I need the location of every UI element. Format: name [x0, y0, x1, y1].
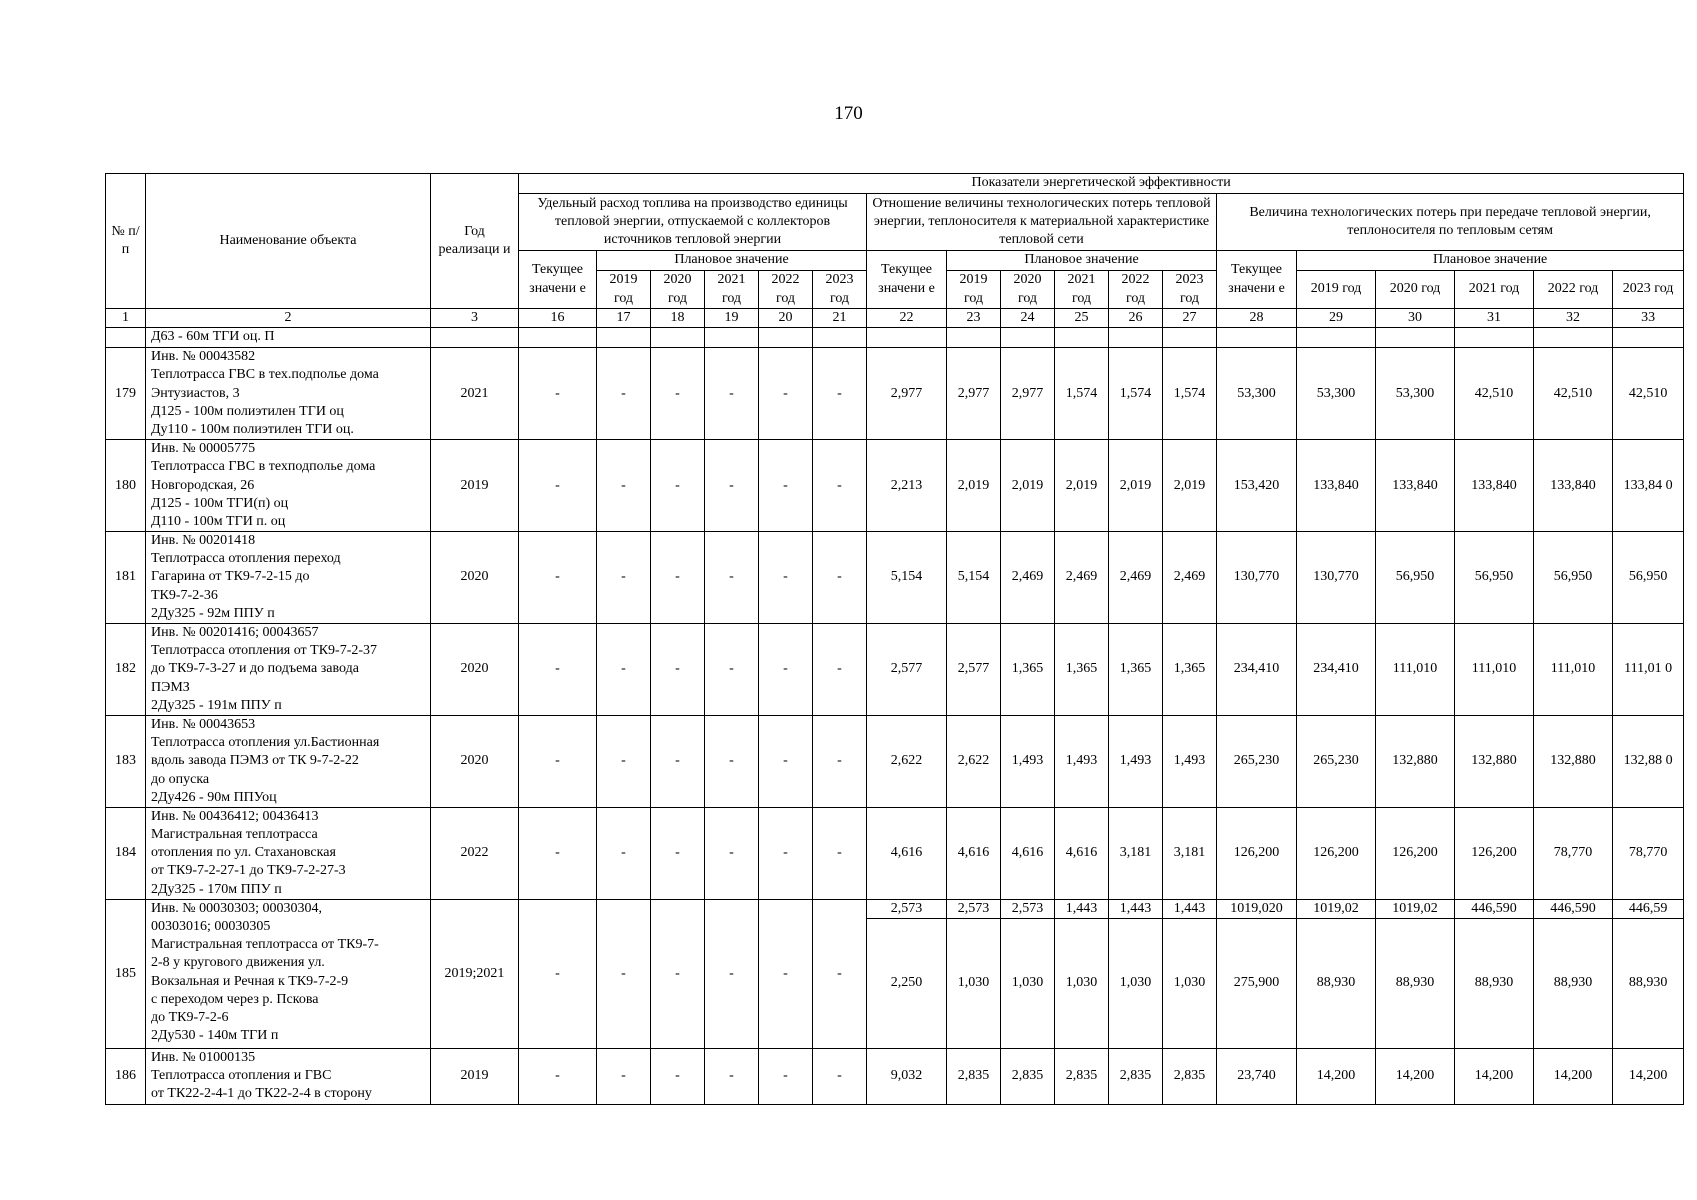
- fuel-value: -: [705, 624, 759, 716]
- loss-value: 53,300: [1297, 348, 1376, 440]
- fuel-value: -: [597, 807, 651, 899]
- object-name-line: Инв. № 00436412; 00436413: [151, 808, 319, 824]
- ratio-value: 3,181: [1163, 807, 1217, 899]
- object-name-line: до ТК9-7-2-6: [151, 1009, 229, 1025]
- object-name-line: Ду110 - 100м полиэтилен ТГИ оц.: [151, 421, 354, 437]
- object-name-line: Д110 - 100м ТГИ п. оц: [151, 513, 286, 529]
- object-name-line: 2Ду325 - 191м ППУ п: [151, 697, 282, 713]
- object-name: [146, 715, 431, 807]
- object-name-line: от ТК22-2-4-1 до ТК22-2-4 в сторону: [151, 1086, 372, 1102]
- object-name: [146, 899, 431, 1048]
- fuel-value: -: [651, 899, 705, 1048]
- object-name-line: Д125 - 100м полиэтилен ТГИ оц: [151, 403, 344, 419]
- loss-value: 446,59: [1613, 899, 1684, 918]
- column-number: 23: [947, 309, 1001, 328]
- header-group-loss: Величина технологических потерь при передаче тепловой энергии, теплоносителя по тепловым сетям: [1217, 194, 1684, 251]
- loss-value: 111,010: [1534, 624, 1613, 716]
- loss-value: 133,840: [1376, 440, 1455, 532]
- column-number: 24: [1001, 309, 1055, 328]
- header-year-3: 2022 год: [1109, 271, 1163, 309]
- table-row: [106, 807, 1684, 899]
- object-name-line: 2Ду530 - 140м ТГИ п: [151, 1028, 279, 1044]
- fuel-value: -: [597, 440, 651, 532]
- ratio-value: 2,469: [1163, 532, 1217, 624]
- object-name-line: 2-8 у кругового движения ул.: [151, 955, 325, 971]
- column-number: 17: [597, 309, 651, 328]
- ratio-value: 2,622: [947, 715, 1001, 807]
- fuel-value: -: [597, 532, 651, 624]
- header-group-ratio: Отношение величины технологических потерь тепловой энергии, теплоносителя к материальной характеристике тепловой сети: [867, 194, 1217, 251]
- object-name-line: Магистральная теплотрасса от ТК9-7-: [151, 937, 379, 953]
- column-number: 19: [705, 309, 759, 328]
- fuel-value: -: [651, 532, 705, 624]
- ratio-value: 1,493: [1109, 715, 1163, 807]
- ratio-value: 2,622: [867, 715, 947, 807]
- object-name-line: Магистральная теплотрасса: [151, 827, 318, 843]
- row-number: 185: [106, 899, 146, 1048]
- loss-value: 53,300: [1376, 348, 1455, 440]
- implementation-year: 2019;2021: [431, 899, 519, 1048]
- header-year-4: 2023 год: [813, 271, 867, 309]
- table-row: [106, 1049, 1684, 1105]
- ratio-value: 2,573: [867, 899, 947, 918]
- loss-value: 126,200: [1217, 807, 1297, 899]
- implementation-year: 2019: [431, 440, 519, 532]
- loss-value: 88,930: [1534, 919, 1613, 1049]
- loss-value: 446,590: [1534, 899, 1613, 918]
- object-name-line: Энтузиастов, 3: [151, 385, 240, 401]
- table-row: [106, 624, 1684, 716]
- fuel-value: -: [705, 440, 759, 532]
- implementation-year: 2021: [431, 348, 519, 440]
- loss-value: 153,420: [1217, 440, 1297, 532]
- table-row: [106, 715, 1684, 807]
- header-object-name: Наименование объекта: [146, 174, 431, 309]
- ratio-value: 9,032: [867, 1049, 947, 1105]
- fuel-value: -: [519, 715, 597, 807]
- energy-efficiency-table: [105, 173, 1684, 1105]
- table-row: [106, 440, 1684, 532]
- ratio-value: 1,365: [1109, 624, 1163, 716]
- fuel-value: -: [651, 624, 705, 716]
- column-number: 18: [651, 309, 705, 328]
- column-number: 22: [867, 309, 947, 328]
- ratio-value: 2,573: [1001, 899, 1055, 918]
- row-number: 179: [106, 348, 146, 440]
- column-number: 29: [1297, 309, 1376, 328]
- ratio-value: 2,019: [1001, 440, 1055, 532]
- object-name-line: Теплотрасса отопления переход: [151, 551, 341, 567]
- row-number: 183: [106, 715, 146, 807]
- ratio-value: 1,493: [1163, 715, 1217, 807]
- loss-value: 133,840: [1534, 440, 1613, 532]
- fuel-value: -: [813, 440, 867, 532]
- header-planned-value: Плановое значение: [597, 251, 867, 271]
- fuel-value: -: [597, 624, 651, 716]
- loss-value: 133,840: [1455, 440, 1534, 532]
- object-name-line: Теплотрасса отопления от ТК9-7-2-37: [151, 643, 378, 659]
- fuel-value: -: [759, 807, 813, 899]
- ratio-value: 2,835: [1055, 1049, 1109, 1105]
- object-name-line: Вокзальная и Речная к ТК9-7-2-9: [151, 973, 349, 989]
- fuel-value: -: [813, 348, 867, 440]
- loss-value: 14,200: [1297, 1049, 1376, 1105]
- loss-value: 126,200: [1376, 807, 1455, 899]
- loss-value: 14,200: [1455, 1049, 1534, 1105]
- ratio-value: 4,616: [1001, 807, 1055, 899]
- row-number: 180: [106, 440, 146, 532]
- ratio-value: 1,443: [1109, 899, 1163, 918]
- fuel-value: -: [705, 807, 759, 899]
- object-name-line: Инв. № 00043582: [151, 349, 256, 365]
- loss-value: 132,88 0: [1613, 715, 1684, 807]
- header-energy-indicators: Показатели энергетической эффективности: [519, 174, 1684, 194]
- fuel-value: -: [597, 899, 651, 1048]
- ratio-value: 4,616: [1055, 807, 1109, 899]
- fuel-value: -: [813, 532, 867, 624]
- ratio-value: 1,030: [1163, 919, 1217, 1049]
- implementation-year: 2020: [431, 532, 519, 624]
- column-number: 20: [759, 309, 813, 328]
- ratio-value: 1,574: [1109, 348, 1163, 440]
- ratio-value: 2,835: [1163, 1049, 1217, 1105]
- header-year-2: 2021 год: [705, 271, 759, 309]
- fuel-value: -: [597, 1049, 651, 1105]
- object-name-line: Инв. № 00201416; 00043657: [151, 625, 319, 640]
- ratio-value: 2,977: [1001, 348, 1055, 440]
- fuel-value: -: [651, 715, 705, 807]
- ratio-value: 1,493: [1055, 715, 1109, 807]
- ratio-value: 2,019: [947, 440, 1001, 532]
- header-year-1: 2020 год: [1376, 271, 1455, 309]
- header-year-1: 2020 год: [651, 271, 705, 309]
- fuel-value: -: [597, 348, 651, 440]
- loss-value: 1019,020: [1217, 899, 1297, 918]
- fuel-value: -: [651, 440, 705, 532]
- ratio-value: 5,154: [947, 532, 1001, 624]
- fuel-value: -: [813, 624, 867, 716]
- column-number: 3: [431, 309, 519, 328]
- object-name-line: Инв. № 00201418: [151, 533, 256, 549]
- header-year-3: 2022 год: [759, 271, 813, 309]
- object-name-line: Гагарина от ТК9-7-2-15 до: [151, 569, 310, 585]
- object-name-line: до ТК9-7-3-27 и до подъема завода: [151, 661, 359, 677]
- header-current-value: Текущее значени е: [519, 251, 597, 309]
- header-year-0: 2019 год: [947, 271, 1001, 309]
- fuel-value: -: [813, 899, 867, 1048]
- ratio-value: 2,469: [1109, 532, 1163, 624]
- implementation-year: 2019: [431, 1049, 519, 1105]
- fuel-value: -: [759, 1049, 813, 1105]
- fuel-value: -: [705, 532, 759, 624]
- fuel-value: -: [519, 807, 597, 899]
- object-name-line: Инв. № 01000135: [151, 1050, 256, 1065]
- ratio-value: 2,977: [947, 348, 1001, 440]
- loss-value: 23,740: [1217, 1049, 1297, 1105]
- object-name-line: отопления по ул. Стахановская: [151, 845, 336, 861]
- loss-value: 234,410: [1297, 624, 1376, 716]
- fuel-value: -: [759, 440, 813, 532]
- fuel-value: -: [705, 1049, 759, 1105]
- header-year-0: 2019 год: [597, 271, 651, 309]
- cell: [106, 328, 146, 348]
- fuel-value: -: [759, 624, 813, 716]
- loss-value: 53,300: [1217, 348, 1297, 440]
- header-group-fuel: Удельный расход топлива на производство единицы тепловой энергии, отпускаемой с коллекторов источников тепловой энергии: [519, 194, 867, 251]
- fuel-value: -: [705, 348, 759, 440]
- object-name-line: ПЭМЗ: [151, 679, 190, 695]
- loss-value: 265,230: [1217, 715, 1297, 807]
- object-name-line: Теплотрасса ГВС в техподполье дома: [151, 459, 376, 475]
- loss-value: 1019,02: [1376, 899, 1455, 918]
- implementation-year: 2022: [431, 807, 519, 899]
- loss-value: 111,010: [1376, 624, 1455, 716]
- table-row: [106, 348, 1684, 440]
- ratio-value: 2,977: [867, 348, 947, 440]
- loss-value: 14,200: [1613, 1049, 1684, 1105]
- ratio-value: 1,493: [1001, 715, 1055, 807]
- loss-value: 111,010: [1455, 624, 1534, 716]
- fuel-value: -: [759, 532, 813, 624]
- object-name-line: с переходом через р. Пскова: [151, 991, 319, 1007]
- fuel-value: -: [519, 1049, 597, 1105]
- loss-value: 78,770: [1613, 807, 1684, 899]
- header-year-2: 2021 год: [1455, 271, 1534, 309]
- object-name: [146, 440, 431, 532]
- object-name: [146, 1049, 431, 1105]
- fuel-value: -: [519, 348, 597, 440]
- ratio-value: 1,030: [1001, 919, 1055, 1049]
- loss-value: 130,770: [1297, 532, 1376, 624]
- loss-value: 133,840: [1297, 440, 1376, 532]
- loss-value: 126,200: [1297, 807, 1376, 899]
- loss-value: 275,900: [1217, 919, 1297, 1049]
- loss-value: 56,950: [1534, 532, 1613, 624]
- column-number: 16: [519, 309, 597, 328]
- loss-value: 78,770: [1534, 807, 1613, 899]
- continuation-name: Д63 - 60м ТГИ оц. П: [146, 328, 431, 348]
- ratio-value: 2,019: [1109, 440, 1163, 532]
- loss-value: 88,930: [1455, 919, 1534, 1049]
- object-name-line: от ТК9-7-2-27-1 до ТК9-7-2-27-3: [151, 863, 346, 879]
- object-name: [146, 807, 431, 899]
- loss-value: 88,930: [1297, 919, 1376, 1049]
- fuel-value: -: [651, 807, 705, 899]
- loss-value: 111,01 0: [1613, 624, 1684, 716]
- ratio-value: 1,574: [1055, 348, 1109, 440]
- header-planned-value: Плановое значение: [947, 251, 1217, 271]
- row-number: 181: [106, 532, 146, 624]
- column-number: 1: [106, 309, 146, 328]
- ratio-value: 2,577: [947, 624, 1001, 716]
- object-name-line: ТК9-7-2-36: [151, 587, 218, 603]
- loss-value: 14,200: [1534, 1049, 1613, 1105]
- object-name-line: вдоль завода ПЭМЗ от ТК 9-7-2-22: [151, 753, 359, 769]
- ratio-value: 2,019: [1055, 440, 1109, 532]
- fuel-value: -: [597, 715, 651, 807]
- fuel-value: -: [705, 715, 759, 807]
- ratio-value: 1,365: [1055, 624, 1109, 716]
- object-name-line: 2Ду426 - 90м ППУоц: [151, 789, 277, 805]
- object-name-line: Теплотрасса отопления и ГВС: [151, 1068, 332, 1084]
- loss-value: 88,930: [1376, 919, 1455, 1049]
- fuel-value: -: [759, 348, 813, 440]
- loss-value: 265,230: [1297, 715, 1376, 807]
- object-name-line: Инв. № 00005775: [151, 441, 256, 457]
- object-name-line: 00303016; 00030305: [151, 919, 271, 934]
- loss-value: 132,880: [1376, 715, 1455, 807]
- header-year-3: 2022 год: [1534, 271, 1613, 309]
- object-name-line: 2Ду325 - 92м ППУ п: [151, 605, 275, 621]
- column-number: 26: [1109, 309, 1163, 328]
- ratio-value: 1,443: [1163, 899, 1217, 918]
- ratio-value: 1,443: [1055, 899, 1109, 918]
- ratio-value: 2,213: [867, 440, 947, 532]
- header-year-1: 2020 год: [1001, 271, 1055, 309]
- loss-value: 56,950: [1455, 532, 1534, 624]
- object-name-line: 2Ду325 - 170м ППУ п: [151, 881, 282, 897]
- ratio-value: 4,616: [947, 807, 1001, 899]
- column-number: 25: [1055, 309, 1109, 328]
- header-current-value: Текущее значени е: [1217, 251, 1297, 309]
- fuel-value: -: [651, 1049, 705, 1105]
- loss-value: 42,510: [1455, 348, 1534, 440]
- object-name: [146, 348, 431, 440]
- header-year-4: 2023 год: [1163, 271, 1217, 309]
- fuel-value: -: [651, 348, 705, 440]
- table-row: [106, 532, 1684, 624]
- object-name-line: Инв. № 00043653: [151, 716, 256, 732]
- object-name-line: Теплотрасса отопления ул.Бастионная: [151, 735, 380, 751]
- ratio-value: 1,030: [1055, 919, 1109, 1049]
- object-name: [146, 532, 431, 624]
- fuel-value: -: [813, 715, 867, 807]
- loss-value: 88,930: [1613, 919, 1684, 1049]
- ratio-value: 2,835: [1001, 1049, 1055, 1105]
- fuel-value: -: [519, 440, 597, 532]
- fuel-value: -: [813, 1049, 867, 1105]
- object-name-line: Теплотрасса ГВС в тех.подполье дома: [151, 367, 379, 383]
- ratio-value: 1,365: [1163, 624, 1217, 716]
- header-current-value: Текущее значени е: [867, 251, 947, 309]
- row-number: 186: [106, 1049, 146, 1105]
- implementation-year: 2020: [431, 715, 519, 807]
- object-name: [146, 624, 431, 716]
- header-year-4: 2023 год: [1613, 271, 1684, 309]
- loss-value: 132,880: [1534, 715, 1613, 807]
- ratio-value: 2,019: [1163, 440, 1217, 532]
- header-year-0: 2019 год: [1297, 271, 1376, 309]
- column-number: 30: [1376, 309, 1455, 328]
- ratio-value: 2,835: [947, 1049, 1001, 1105]
- fuel-value: -: [759, 899, 813, 1048]
- loss-value: 42,510: [1613, 348, 1684, 440]
- loss-value: 1019,02: [1297, 899, 1376, 918]
- header-year-2: 2021 год: [1055, 271, 1109, 309]
- column-number: 32: [1534, 309, 1613, 328]
- fuel-value: -: [519, 532, 597, 624]
- loss-value: 446,590: [1455, 899, 1534, 918]
- row-number: 182: [106, 624, 146, 716]
- column-number: 21: [813, 309, 867, 328]
- ratio-value: 1,030: [1109, 919, 1163, 1049]
- object-name-line: Инв. № 00030303; 00030304,: [151, 900, 322, 916]
- column-number: 31: [1455, 309, 1534, 328]
- loss-value: 56,950: [1613, 532, 1684, 624]
- table-row: [106, 899, 1684, 918]
- fuel-value: -: [759, 715, 813, 807]
- loss-value: 14,200: [1376, 1049, 1455, 1105]
- page-number: 170: [834, 103, 863, 124]
- fuel-value: -: [519, 624, 597, 716]
- loss-value: 126,200: [1455, 807, 1534, 899]
- ratio-value: 2,573: [947, 899, 1001, 918]
- ratio-value: 2,250: [867, 919, 947, 1049]
- column-number: 2: [146, 309, 431, 328]
- header-planned-value: Плановое значение: [1297, 251, 1684, 271]
- fuel-value: -: [813, 807, 867, 899]
- implementation-year: 2020: [431, 624, 519, 716]
- column-number: 28: [1217, 309, 1297, 328]
- ratio-value: 2,577: [867, 624, 947, 716]
- loss-value: 130,770: [1217, 532, 1297, 624]
- row-number: 184: [106, 807, 146, 899]
- ratio-value: 5,154: [867, 532, 947, 624]
- object-name-line: Новгородская, 26: [151, 477, 255, 493]
- header-num: № п/п: [106, 174, 146, 309]
- ratio-value: 1,030: [947, 919, 1001, 1049]
- ratio-value: 2,469: [1055, 532, 1109, 624]
- loss-value: 42,510: [1534, 348, 1613, 440]
- ratio-value: 4,616: [867, 807, 947, 899]
- column-number: 27: [1163, 309, 1217, 328]
- ratio-value: 2,469: [1001, 532, 1055, 624]
- ratio-value: 3,181: [1109, 807, 1163, 899]
- column-number: 33: [1613, 309, 1684, 328]
- fuel-value: -: [519, 899, 597, 1048]
- loss-value: 132,880: [1455, 715, 1534, 807]
- ratio-value: 2,835: [1109, 1049, 1163, 1105]
- object-name-line: Д125 - 100м ТГИ(п) оц: [151, 495, 289, 511]
- loss-value: 234,410: [1217, 624, 1297, 716]
- fuel-value: -: [705, 899, 759, 1048]
- ratio-value: 1,365: [1001, 624, 1055, 716]
- object-name-line: до опуска: [151, 771, 210, 787]
- header-year: Год реализаци и: [431, 174, 519, 309]
- loss-value: 133,84 0: [1613, 440, 1684, 532]
- ratio-value: 1,574: [1163, 348, 1217, 440]
- continuation-row: [106, 328, 1684, 348]
- loss-value: 56,950: [1376, 532, 1455, 624]
